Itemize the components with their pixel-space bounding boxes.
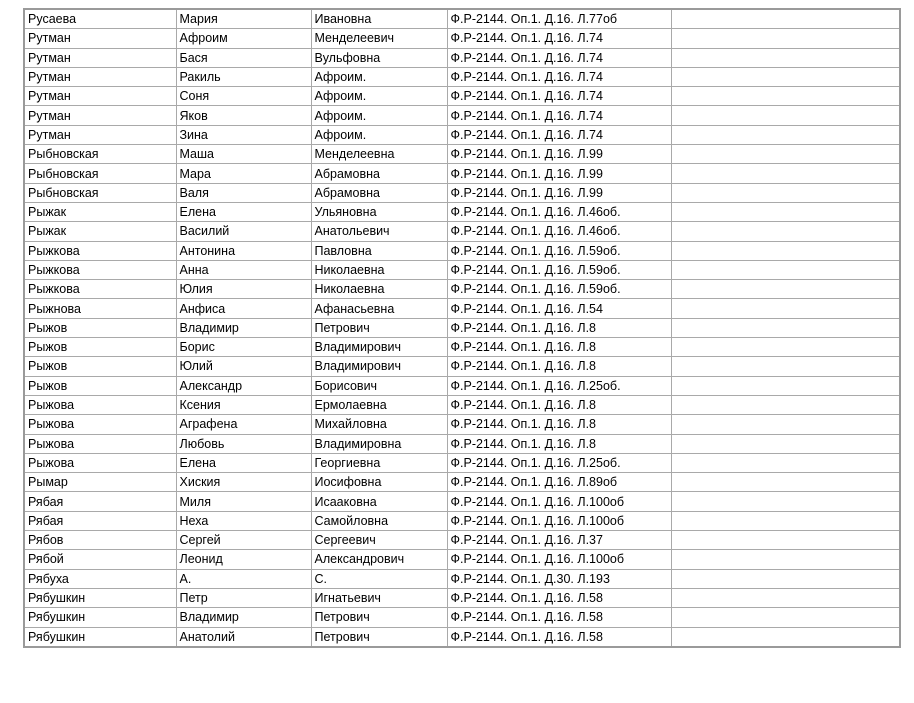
surname-cell: Рыжова [24,453,176,472]
surname-cell: Рыбновская [24,164,176,183]
table-row [24,280,900,299]
first-name-cell: Владимир [176,608,311,627]
note-cell [671,241,900,260]
surname-cell: Рыжов [24,376,176,395]
archive-reference-cell: Ф.Р-2144. Оп.1. Д.16. Л.8 [447,415,671,434]
table-row [24,106,900,125]
patronymic-cell: Сергеевич [311,531,447,550]
first-name-cell: Соня [176,87,311,106]
patronymic-cell: Афроим. [311,106,447,125]
archive-reference-cell: Ф.Р-2144. Оп.1. Д.16. Л.8 [447,434,671,453]
first-name-cell: Ксения [176,395,311,414]
archive-reference-cell: Ф.Р-2144. Оп.1. Д.16. Л.46об. [447,222,671,241]
note-cell [671,511,900,530]
table-row [24,434,900,453]
note-cell [671,318,900,337]
table-row [24,202,900,221]
surname-cell: Рябой [24,550,176,569]
archive-reference-cell: Ф.Р-2144. Оп.1. Д.16. Л.8 [447,338,671,357]
note-cell [671,357,900,376]
note-cell [671,67,900,86]
table-row [24,222,900,241]
note-cell [671,280,900,299]
archive-reference-cell: Ф.Р-2144. Оп.1. Д.16. Л.58 [447,588,671,607]
patronymic-cell: Самойловна [311,511,447,530]
table-row [24,29,900,48]
patronymic-cell: Павловна [311,241,447,260]
first-name-cell: Александр [176,376,311,395]
table-row [24,145,900,164]
first-name-cell: Ракиль [176,67,311,86]
surname-cell: Рыжкова [24,260,176,279]
note-cell [671,338,900,357]
first-name-cell: Хиския [176,473,311,492]
table-row [24,588,900,607]
archive-reference-cell: Ф.Р-2144. Оп.1. Д.16. Л.58 [447,608,671,627]
table-row [24,415,900,434]
patronymic-cell: Менделеевич [311,29,447,48]
surname-cell: Рябая [24,511,176,530]
patronymic-cell: Афроим. [311,87,447,106]
archive-reference-cell: Ф.Р-2144. Оп.1. Д.30. Л.193 [447,569,671,588]
surname-cell: Рыжова [24,434,176,453]
patronymic-cell: Абрамовна [311,164,447,183]
first-name-cell: Борис [176,338,311,357]
surname-cell: Рыжов [24,318,176,337]
patronymic-cell: Афроим. [311,125,447,144]
patronymic-cell: Исааковна [311,492,447,511]
archive-reference-cell: Ф.Р-2144. Оп.1. Д.16. Л.74 [447,67,671,86]
surname-cell: Рыжак [24,222,176,241]
surname-cell: Рябуха [24,569,176,588]
note-cell [671,473,900,492]
first-name-cell: Владимир [176,318,311,337]
surname-cell: Рябушкин [24,588,176,607]
surname-cell: Рябов [24,531,176,550]
surname-cell: Рыжкова [24,280,176,299]
surname-cell: Рыбновская [24,145,176,164]
note-cell [671,627,900,647]
first-name-cell: Антонина [176,241,311,260]
note-cell [671,222,900,241]
patronymic-cell: Борисович [311,376,447,395]
surname-cell: Рутман [24,48,176,67]
note-cell [671,145,900,164]
patronymic-cell: Михайловна [311,415,447,434]
first-name-cell: Яков [176,106,311,125]
note-cell [671,164,900,183]
archive-reference-cell: Ф.Р-2144. Оп.1. Д.16. Л.54 [447,299,671,318]
archive-reference-cell: Ф.Р-2144. Оп.1. Д.16. Л.89об [447,473,671,492]
note-cell [671,531,900,550]
note-cell [671,376,900,395]
note-cell [671,125,900,144]
patronymic-cell: С. [311,569,447,588]
table-row [24,492,900,511]
surname-cell: Рутман [24,67,176,86]
table-row [24,531,900,550]
records-table [23,8,901,648]
table-row [24,473,900,492]
first-name-cell: Неха [176,511,311,530]
archive-reference-cell: Ф.Р-2144. Оп.1. Д.16. Л.58 [447,627,671,647]
patronymic-cell: Абрамовна [311,183,447,202]
records-sheet [23,8,901,648]
table-row [24,164,900,183]
surname-cell: Русаева [24,9,176,29]
table-row [24,569,900,588]
surname-cell: Рыжова [24,395,176,414]
note-cell [671,48,900,67]
table-row [24,338,900,357]
patronymic-cell: Вульфовна [311,48,447,67]
archive-reference-cell: Ф.Р-2144. Оп.1. Д.16. Л.37 [447,531,671,550]
note-cell [671,299,900,318]
surname-cell: Рябая [24,492,176,511]
patronymic-cell: Менделеевна [311,145,447,164]
surname-cell: Рябушкин [24,627,176,647]
table-row [24,318,900,337]
first-name-cell: Анфиса [176,299,311,318]
archive-reference-cell: Ф.Р-2144. Оп.1. Д.16. Л.59об. [447,260,671,279]
patronymic-cell: Афанасьевна [311,299,447,318]
table-row [24,9,900,29]
first-name-cell: Мария [176,9,311,29]
first-name-cell: Аграфена [176,415,311,434]
table-row [24,241,900,260]
patronymic-cell: Афроим. [311,67,447,86]
archive-reference-cell: Ф.Р-2144. Оп.1. Д.16. Л.77об [447,9,671,29]
surname-cell: Рыбновская [24,183,176,202]
surname-cell: Рутман [24,125,176,144]
first-name-cell: Юлия [176,280,311,299]
note-cell [671,434,900,453]
note-cell [671,106,900,125]
table-row [24,511,900,530]
first-name-cell: Леонид [176,550,311,569]
patronymic-cell: Николаевна [311,280,447,299]
archive-reference-cell: Ф.Р-2144. Оп.1. Д.16. Л.8 [447,395,671,414]
table-row [24,627,900,647]
patronymic-cell: Александрович [311,550,447,569]
surname-cell: Рыжак [24,202,176,221]
archive-reference-cell: Ф.Р-2144. Оп.1. Д.16. Л.74 [447,48,671,67]
first-name-cell: Юлий [176,357,311,376]
first-name-cell: Зина [176,125,311,144]
archive-reference-cell: Ф.Р-2144. Оп.1. Д.16. Л.46об. [447,202,671,221]
records-table-body [24,9,900,647]
patronymic-cell: Ульяновна [311,202,447,221]
first-name-cell: Бася [176,48,311,67]
first-name-cell: Миля [176,492,311,511]
table-row [24,183,900,202]
note-cell [671,588,900,607]
patronymic-cell: Ивановна [311,9,447,29]
first-name-cell: Валя [176,183,311,202]
archive-reference-cell: Ф.Р-2144. Оп.1. Д.16. Л.100об [447,492,671,511]
patronymic-cell: Игнатьевич [311,588,447,607]
note-cell [671,550,900,569]
table-row [24,87,900,106]
note-cell [671,395,900,414]
table-row [24,608,900,627]
first-name-cell: Елена [176,202,311,221]
table-row [24,125,900,144]
surname-cell: Рыжов [24,338,176,357]
archive-reference-cell: Ф.Р-2144. Оп.1. Д.16. Л.100об [447,550,671,569]
table-row [24,376,900,395]
table-row [24,67,900,86]
first-name-cell: Сергей [176,531,311,550]
patronymic-cell: Анатольевич [311,222,447,241]
surname-cell: Рыжкова [24,241,176,260]
table-row [24,299,900,318]
surname-cell: Рутман [24,29,176,48]
archive-reference-cell: Ф.Р-2144. Оп.1. Д.16. Л.59об. [447,241,671,260]
first-name-cell: Анатолий [176,627,311,647]
archive-reference-cell: Ф.Р-2144. Оп.1. Д.16. Л.8 [447,357,671,376]
note-cell [671,29,900,48]
patronymic-cell: Николаевна [311,260,447,279]
patronymic-cell: Владимировна [311,434,447,453]
archive-reference-cell: Ф.Р-2144. Оп.1. Д.16. Л.74 [447,87,671,106]
archive-reference-cell: Ф.Р-2144. Оп.1. Д.16. Л.59об. [447,280,671,299]
patronymic-cell: Петрович [311,627,447,647]
patronymic-cell: Владимирович [311,357,447,376]
archive-reference-cell: Ф.Р-2144. Оп.1. Д.16. Л.25об. [447,376,671,395]
archive-reference-cell: Ф.Р-2144. Оп.1. Д.16. Л.74 [447,106,671,125]
first-name-cell: Анна [176,260,311,279]
surname-cell: Рутман [24,87,176,106]
archive-reference-cell: Ф.Р-2144. Оп.1. Д.16. Л.25об. [447,453,671,472]
note-cell [671,87,900,106]
first-name-cell: Елена [176,453,311,472]
note-cell [671,9,900,29]
archive-reference-cell: Ф.Р-2144. Оп.1. Д.16. Л.99 [447,183,671,202]
note-cell [671,260,900,279]
surname-cell: Рыжнова [24,299,176,318]
archive-reference-cell: Ф.Р-2144. Оп.1. Д.16. Л.74 [447,125,671,144]
patronymic-cell: Владимирович [311,338,447,357]
patronymic-cell: Петрович [311,608,447,627]
patronymic-cell: Георгиевна [311,453,447,472]
first-name-cell: Афроим [176,29,311,48]
surname-cell: Рябушкин [24,608,176,627]
note-cell [671,183,900,202]
note-cell [671,569,900,588]
note-cell [671,202,900,221]
patronymic-cell: Иосифовна [311,473,447,492]
surname-cell: Рыжова [24,415,176,434]
surname-cell: Рутман [24,106,176,125]
note-cell [671,608,900,627]
note-cell [671,492,900,511]
first-name-cell: Петр [176,588,311,607]
table-row [24,357,900,376]
table-row [24,550,900,569]
first-name-cell: Маша [176,145,311,164]
archive-reference-cell: Ф.Р-2144. Оп.1. Д.16. Л.74 [447,29,671,48]
archive-reference-cell: Ф.Р-2144. Оп.1. Д.16. Л.8 [447,318,671,337]
note-cell [671,415,900,434]
archive-reference-cell: Ф.Р-2144. Оп.1. Д.16. Л.99 [447,145,671,164]
note-cell [671,453,900,472]
patronymic-cell: Ермолаевна [311,395,447,414]
first-name-cell: Василий [176,222,311,241]
table-row [24,453,900,472]
table-row [24,260,900,279]
archive-reference-cell: Ф.Р-2144. Оп.1. Д.16. Л.100об [447,511,671,530]
table-row [24,395,900,414]
first-name-cell: А. [176,569,311,588]
surname-cell: Рыжов [24,357,176,376]
table-row [24,48,900,67]
first-name-cell: Мара [176,164,311,183]
archive-reference-cell: Ф.Р-2144. Оп.1. Д.16. Л.99 [447,164,671,183]
surname-cell: Рымар [24,473,176,492]
first-name-cell: Любовь [176,434,311,453]
patronymic-cell: Петрович [311,318,447,337]
